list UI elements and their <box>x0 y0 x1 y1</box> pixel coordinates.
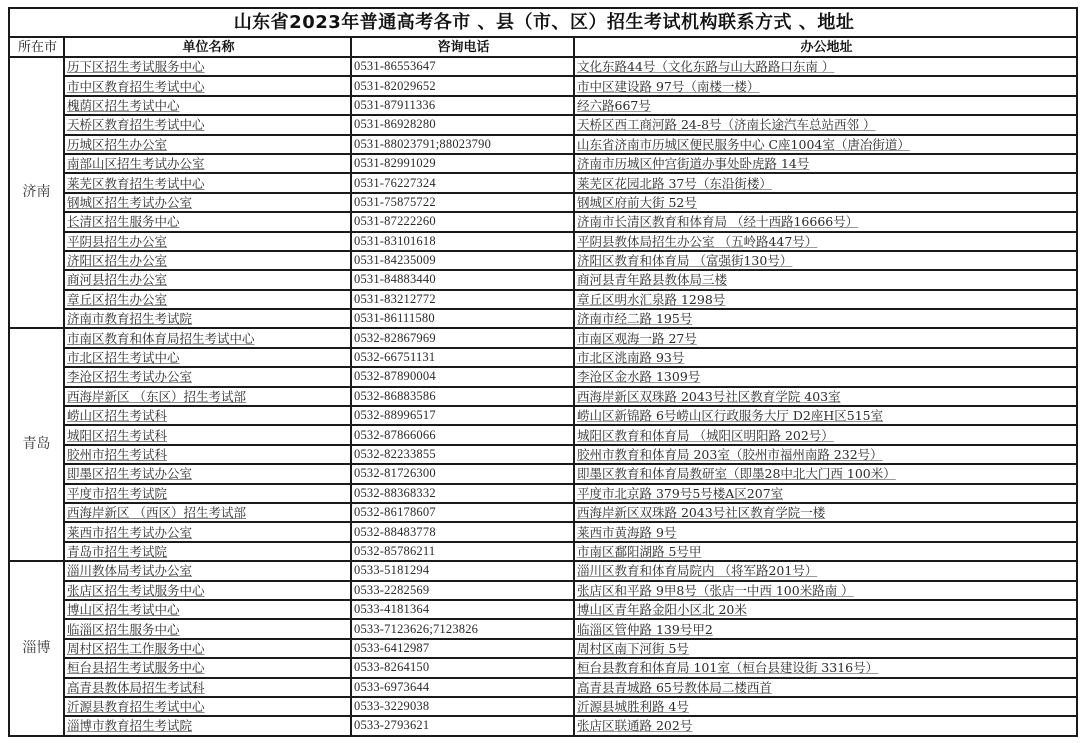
unit-name-cell: 西海岸新区 （西区）招生考试部 <box>64 503 351 522</box>
table-row <box>9 328 1077 347</box>
address-cell: 文化东路44号（文化东路与山大路路口东南 ） <box>574 57 1077 76</box>
table-row <box>9 658 1077 677</box>
unit-name-cell: 张店区招生考试服务中心 <box>64 581 351 600</box>
address-cell: 莱西市黄海路 9号 <box>574 522 1077 541</box>
address-cell: 淄川区教育和体育局院内 （将军路201号） <box>574 561 1077 580</box>
address-cell: 胶州市教育和体育局 203室（胶州市福州南路 232号） <box>574 445 1077 464</box>
unit-name-cell: 历城区招生办公室 <box>64 135 351 154</box>
unit-name-cell: 李沧区招生考试办公室 <box>64 367 351 386</box>
city-cell: 济南 <box>9 57 64 328</box>
table-row <box>9 445 1077 464</box>
address-cell: 天桥区西工商河路 24-8号（济南长途汽车总站西邻 ） <box>574 115 1077 134</box>
phone-cell: 0532-86178607 <box>351 503 574 522</box>
unit-name-cell: 济南市教育招生考试院 <box>64 309 351 328</box>
unit-name-cell: 淄川教体局考试办公室 <box>64 561 351 580</box>
address-cell: 西海岸新区双珠路 2043号社区教育学院一楼 <box>574 503 1077 522</box>
table-row <box>9 193 1077 212</box>
unit-name-cell: 平阴县招生办公室 <box>64 232 351 251</box>
address-cell: 周村区南下河街 5号 <box>574 639 1077 658</box>
table-row <box>9 600 1077 619</box>
table-row <box>9 367 1077 386</box>
address-cell: 商河县青年路县教体局三楼 <box>574 270 1077 289</box>
phone-cell: 0531-88023791;88023790 <box>351 135 574 154</box>
table-row <box>9 135 1077 154</box>
phone-cell: 0531-86553647 <box>351 57 574 76</box>
address-cell: 平度市北京路 379号5号楼A区207室 <box>574 484 1077 503</box>
table-row <box>9 290 1077 309</box>
table-row <box>9 425 1077 444</box>
table-row <box>9 154 1077 173</box>
address-cell: 济南市长清区教育和体育局 （经十西路16666号） <box>574 212 1077 231</box>
table-row <box>9 678 1077 697</box>
address-cell: 博山区青年路金阳小区北 20米 <box>574 600 1077 619</box>
phone-cell: 0531-75875722 <box>351 193 574 212</box>
table-row <box>9 251 1077 270</box>
table-row <box>9 212 1077 231</box>
table-row <box>9 348 1077 367</box>
phone-cell: 0532-82233855 <box>351 445 574 464</box>
phone-cell: 0532-88996517 <box>351 406 574 425</box>
address-cell: 城阳区教育和体育局 （城阳区明阳路 202号） <box>574 425 1077 444</box>
unit-name-cell: 桓台县招生考试服务中心 <box>64 658 351 677</box>
unit-name-cell: 胶州市招生考试科 <box>64 445 351 464</box>
phone-cell: 0533-3229038 <box>351 697 574 716</box>
address-cell: 市中区建设路 97号（南楼一楼） <box>574 76 1077 95</box>
address-cell: 沂源县城胜利路 4号 <box>574 697 1077 716</box>
phone-cell: 0532-87890004 <box>351 367 574 386</box>
phone-cell: 0531-76227324 <box>351 173 574 192</box>
unit-name-cell: 南部山区招生考试办公室 <box>64 154 351 173</box>
address-cell: 西海岸新区双珠路 2043号社区教育学院 403室 <box>574 387 1077 406</box>
address-cell: 平阴县教体局招生办公室 （五岭路447号） <box>574 232 1077 251</box>
table-row <box>9 173 1077 192</box>
phone-cell: 0531-82029652 <box>351 76 574 95</box>
unit-name-cell: 商河县招生办公室 <box>64 270 351 289</box>
address-cell: 李沧区金水路 1309号 <box>574 367 1077 386</box>
title-row <box>9 8 1077 37</box>
table-row <box>9 270 1077 289</box>
phone-cell: 0531-84883440 <box>351 270 574 289</box>
unit-name-cell: 临淄区招生服务中心 <box>64 619 351 638</box>
unit-name-cell: 市北区招生考试中心 <box>64 348 351 367</box>
column-header-address: 办公地址 <box>574 37 1077 57</box>
unit-name-cell: 章丘区招生办公室 <box>64 290 351 309</box>
address-cell: 济南市历城区仲宫街道办事处卧虎路 14号 <box>574 154 1077 173</box>
table-row <box>9 639 1077 658</box>
table-row <box>9 387 1077 406</box>
unit-name-cell: 沂源县教育招生考试中心 <box>64 697 351 716</box>
address-cell: 临淄区管仲路 139号甲2 <box>574 619 1077 638</box>
address-cell: 张店区和平路 9甲8号（张店一中西 100米路南 ） <box>574 581 1077 600</box>
city-cell: 青岛 <box>9 328 64 561</box>
address-cell: 济阳区教育和体育局 （富强街130号） <box>574 251 1077 270</box>
unit-name-cell: 青岛市招生考试院 <box>64 542 351 561</box>
address-cell: 莱芜区花园北路 37号（东沿街楼） <box>574 173 1077 192</box>
unit-name-cell: 济阳区招生办公室 <box>64 251 351 270</box>
table-row <box>9 96 1077 115</box>
phone-cell: 0531-86111580 <box>351 309 574 328</box>
unit-name-cell: 平度市招生考试院 <box>64 484 351 503</box>
address-cell: 钢城区府前大街 52号 <box>574 193 1077 212</box>
document-title: 山东省2023年普通高考各市 、县（市、区）招生考试机构联系方式 、地址 <box>9 8 1077 37</box>
unit-name-cell: 周村区招生工作服务中心 <box>64 639 351 658</box>
table-row <box>9 561 1077 580</box>
column-header-city: 所在市 <box>9 37 64 57</box>
phone-cell: 0533-2282569 <box>351 581 574 600</box>
address-cell: 济南市经二路 195号 <box>574 309 1077 328</box>
table-row <box>9 542 1077 561</box>
address-cell: 即墨区教育和体育局教研室（即墨28中北大门西 100米） <box>574 464 1077 483</box>
phone-cell: 0532-85786211 <box>351 542 574 561</box>
contact-table <box>8 7 1078 737</box>
table-row <box>9 309 1077 328</box>
unit-name-cell: 高青县教体局招生考试科 <box>64 678 351 697</box>
address-cell: 章丘区明水汇泉路 1298号 <box>574 290 1077 309</box>
phone-cell: 0533-7123626;7123826 <box>351 619 574 638</box>
unit-name-cell: 历下区招生考试服务中心 <box>64 57 351 76</box>
phone-cell: 0531-82991029 <box>351 154 574 173</box>
address-cell: 山东省济南市历城区便民服务中心 C座1004室（唐冶街道） <box>574 135 1077 154</box>
table-row <box>9 619 1077 638</box>
unit-name-cell: 槐荫区招生考试中心 <box>64 96 351 115</box>
column-header-phone: 咨询电话 <box>351 37 574 57</box>
phone-cell: 0531-84235009 <box>351 251 574 270</box>
table-row <box>9 716 1077 735</box>
address-cell: 市北区洮南路 93号 <box>574 348 1077 367</box>
phone-cell: 0533-6973644 <box>351 678 574 697</box>
address-cell: 桓台县教育和体育局 101室（桓台县建设街 3316号） <box>574 658 1077 677</box>
phone-cell: 0532-88368332 <box>351 484 574 503</box>
address-cell: 市南区观海一路 27号 <box>574 328 1077 347</box>
table-row <box>9 464 1077 483</box>
phone-cell: 0533-4181364 <box>351 600 574 619</box>
phone-cell: 0531-87911336 <box>351 96 574 115</box>
unit-name-cell: 城阳区招生考试科 <box>64 425 351 444</box>
phone-cell: 0531-83101618 <box>351 232 574 251</box>
table-row <box>9 522 1077 541</box>
table-row <box>9 232 1077 251</box>
address-cell: 崂山区新锦路 6号崂山区行政服务大厅 D2座H区515室 <box>574 406 1077 425</box>
unit-name-cell: 崂山区招生考试科 <box>64 406 351 425</box>
phone-cell: 0533-5181294 <box>351 561 574 580</box>
table-row <box>9 581 1077 600</box>
header-row <box>9 37 1077 57</box>
unit-name-cell: 天桥区教育招生考试中心 <box>64 115 351 134</box>
table-row <box>9 57 1077 76</box>
unit-name-cell: 淄博市教育招生考试院 <box>64 716 351 735</box>
city-cell: 淄博 <box>9 561 64 736</box>
phone-cell: 0533-8264150 <box>351 658 574 677</box>
unit-name-cell: 钢城区招生考试办公室 <box>64 193 351 212</box>
phone-cell: 0532-87866066 <box>351 425 574 444</box>
phone-cell: 0531-83212772 <box>351 290 574 309</box>
table-row <box>9 406 1077 425</box>
phone-cell: 0532-82867969 <box>351 328 574 347</box>
table-row <box>9 76 1077 95</box>
column-header-name: 单位名称 <box>64 37 351 57</box>
phone-cell: 0532-88483778 <box>351 522 574 541</box>
unit-name-cell: 即墨区招生考试办公室 <box>64 464 351 483</box>
table-row <box>9 697 1077 716</box>
phone-cell: 0533-2793621 <box>351 716 574 735</box>
phone-cell: 0532-81726300 <box>351 464 574 483</box>
unit-name-cell: 莱西市招生考试办公室 <box>64 522 351 541</box>
table-row <box>9 484 1077 503</box>
address-cell: 市南区鄱阳湖路 5号甲 <box>574 542 1077 561</box>
phone-cell: 0531-86928280 <box>351 115 574 134</box>
address-cell: 高青县青城路 65号教体局二楼西首 <box>574 678 1077 697</box>
unit-name-cell: 市中区教育招生考试中心 <box>64 76 351 95</box>
phone-cell: 0532-66751131 <box>351 348 574 367</box>
phone-cell: 0533-6412987 <box>351 639 574 658</box>
unit-name-cell: 博山区招生考试中心 <box>64 600 351 619</box>
unit-name-cell: 长清区招生服务中心 <box>64 212 351 231</box>
address-cell: 经六路667号 <box>574 96 1077 115</box>
table-row <box>9 503 1077 522</box>
table-row <box>9 115 1077 134</box>
unit-name-cell: 市南区教育和体育局招生考试中心 <box>64 328 351 347</box>
address-cell: 张店区联通路 202号 <box>574 716 1077 735</box>
phone-cell: 0531-87222260 <box>351 212 574 231</box>
unit-name-cell: 西海岸新区 （东区）招生考试部 <box>64 387 351 406</box>
phone-cell: 0532-86883586 <box>351 387 574 406</box>
unit-name-cell: 莱芜区教育招生考试中心 <box>64 173 351 192</box>
